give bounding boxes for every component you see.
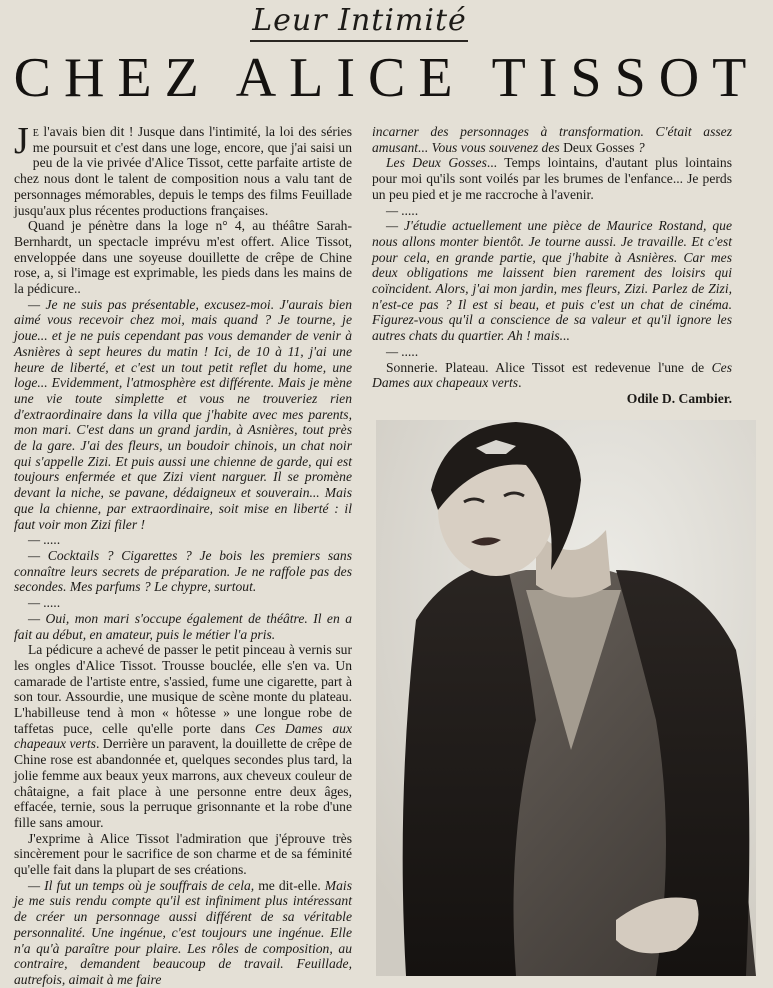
paragraph-admiration: J'exprime à Alice Tissot l'admiration que j'éprouve très sincèrement pour le sacrifice de son charme et de sa féminité qu'elle fait dans la plupart de ses créations. bbox=[14, 830, 352, 878]
quote-asnieres: — Je ne suis pas présentable, excusez-moi. J'aurais bien aimé vous recevoir chez moi, mais quand ? Je tourne, je joue... et je ne puis cependant pas vous demander de venir à Asnières à sept heures du matin ! Ici, de 10 à 11, j'ai une heure de liberté, et c'est un tout petit reflet du home, une loge... Evidemment, l'atmosphère est différente. Mais je mène une vie toute simplette et vous ne trouveriez rien d'extraordinaire dans la villa que j'habite avec mes parents, mon mari. C'est dans un grand jardin, à Asnières, tout près de la gare. J'ai des fleurs, un boudoir chinois, un chat noir qui s'appelle Zizi. Et puis aussi une chienne de garde, qui est toujours enfermée et que Zizi vient narguer. Il se promène devant la niche, se pavane, dédaigneux et souverain... Mais que la chienne, par extraordinaire, soit mise en liberté : il faut voir mon Zizi filer ! bbox=[14, 296, 352, 532]
quote-cocktails: — Cocktails ? Cigarettes ? Je bois les premiers sans connaître leurs secrets de préparation. Je ne raffole pas des secondes. Mes parfums ? Le chypre, surtout. bbox=[14, 547, 352, 595]
article-headline: CHEZ ALICE TISSOT bbox=[13, 47, 760, 109]
quote-composition bbox=[14, 878, 352, 988]
author-signature: Odile D. Cambier. bbox=[626, 390, 732, 406]
sonnerie-text-b: . bbox=[518, 375, 522, 391]
said-she: me dit-elle. bbox=[254, 877, 321, 893]
feuillade-text-a: incarner des personnages à transformation. C'était assez amusant... Vous vous souvenez des bbox=[372, 124, 732, 155]
deux-gosses-text: ... Temps lointains, d'autant plus lointains pour moi qu'ils sont voilés par les brumes de l'enfance... Je perds un peu pied et je me raccroche à l'avenir. bbox=[372, 155, 732, 202]
intro-text: l'avais bien dit ! Jusque dans l'intimité, la loi des séries me poursuit et c'est dans une loge, encore, que j'ai saisi un peu de la vie privée d'Alice Tissot, cette parfaite artiste de chez nous dont le talent de composition nous a valu tant de personnages mémorables, depuis le temps des films Feuillade jusqu'aux plus récentes productions françaises. bbox=[14, 124, 352, 218]
ellipsis-line: — ..... bbox=[386, 343, 419, 359]
paragraph-sonnerie bbox=[372, 360, 732, 391]
paragraph-pedicure bbox=[14, 642, 352, 830]
right-column bbox=[372, 124, 732, 407]
intro-first-letters: e bbox=[32, 124, 39, 139]
portrait-illustration bbox=[376, 420, 756, 976]
pedicure-text-a: La pédicure a achevé de passer le petit pinceau à vernis sur les ongles d'Alice Tissot. Trousse bouclée, elle s'en va. Un camarade de l'artiste entre, s'assied, fume une cigarette, part à son tour. Assourdie, une musique de scène monte du plateau. L'habilleuse tend à mon « hôtesse » une longue robe de taffetas puce, celle qu'elle porte dans bbox=[14, 642, 352, 736]
play-title-2: Ces Dames aux chapeaux verts bbox=[372, 359, 732, 391]
composition-text-b: Mais je me suis rendu compte qu'il est infiniment plus intéressant de créer un personnage aussi différent de sa véritable personnalité. Une ingénue, c'est toujours une ingénue. Elle n'a qu'à paraître pour plaire. Les rôles de composition, au contraire, demandent beaucoup de travail. Feuillade, autrefois, aimait à me faire bbox=[14, 877, 352, 987]
section-rubric: Leur Intimité bbox=[252, 3, 467, 38]
portrait-photo bbox=[376, 420, 756, 976]
ellipsis-line: — ..... bbox=[28, 532, 61, 548]
film-title-2: Les Deux Gosses bbox=[386, 155, 487, 171]
pedicure-text-b: . Derrière un paravent, la douillette de crêpe de Chine rose est abandonnée et, quelques secondes plus tard, la jolie femme aux beaux yeux marrons, aux cheveux couleur de châtaigne, a fait place à une personne entre deux âges, effacée, ternie, sous la perruque grisonnante et la robe d'une fille sans amour. bbox=[14, 736, 352, 830]
paragraph-intro bbox=[14, 120, 352, 218]
paragraph-loge: Quand je pénètre dans la loge n° 4, au théâtre Sarah-Bernhardt, un spectacle imprévu m'est offert. Alice Tissot, enveloppée dans une soyeuse douillette de crêpe de Chine rose, a, si l'image est exprimable, les pieds dans les mains de la pédicure.. bbox=[14, 218, 352, 297]
quote-husband: — Oui, mon mari s'occupe également de théâtre. Il en a fait au début, en amateur, puis le métier l'a pris. bbox=[14, 610, 352, 642]
composition-text-a: — Il fut un temps où je souffrais de cela, bbox=[28, 877, 255, 893]
ellipsis-line: — ..... bbox=[386, 202, 419, 218]
feuillade-text-b: ? bbox=[634, 139, 645, 155]
paragraph-deux-gosses bbox=[372, 155, 732, 202]
sonnerie-text-a: Sonnerie. Plateau. Alice Tissot est redevenue l'une de bbox=[386, 359, 712, 375]
film-title: Deux Gosses bbox=[563, 139, 635, 155]
quote-feuillade-cont bbox=[372, 124, 732, 155]
quote-rostand: — J'étudie actuellement une pièce de Maurice Rostand, que nous allons monter bientôt. Je tourne aussi. Je travaille. Et c'est pour cela, en grande partie, que j'habite à Asnières. Car mes deux obligations me laissent bien rarement des loisirs qui coïncident. Alors, j'ai mon jardin, mes fleurs, Zizi. Parlez de Zizi, n'est-ce pas ? Il est si beau, et puis c'est un chat de cinéma. Figurez-vous qu'il a conscience de sa valeur et qu'il ignore les autres chats du quartier. Ah ! mais... bbox=[372, 218, 732, 344]
ellipsis-line: — ..... bbox=[28, 595, 61, 611]
left-column bbox=[14, 120, 352, 988]
drop-cap: J bbox=[14, 120, 29, 162]
play-title: Ces Dames aux chapeaux verts bbox=[14, 720, 352, 752]
